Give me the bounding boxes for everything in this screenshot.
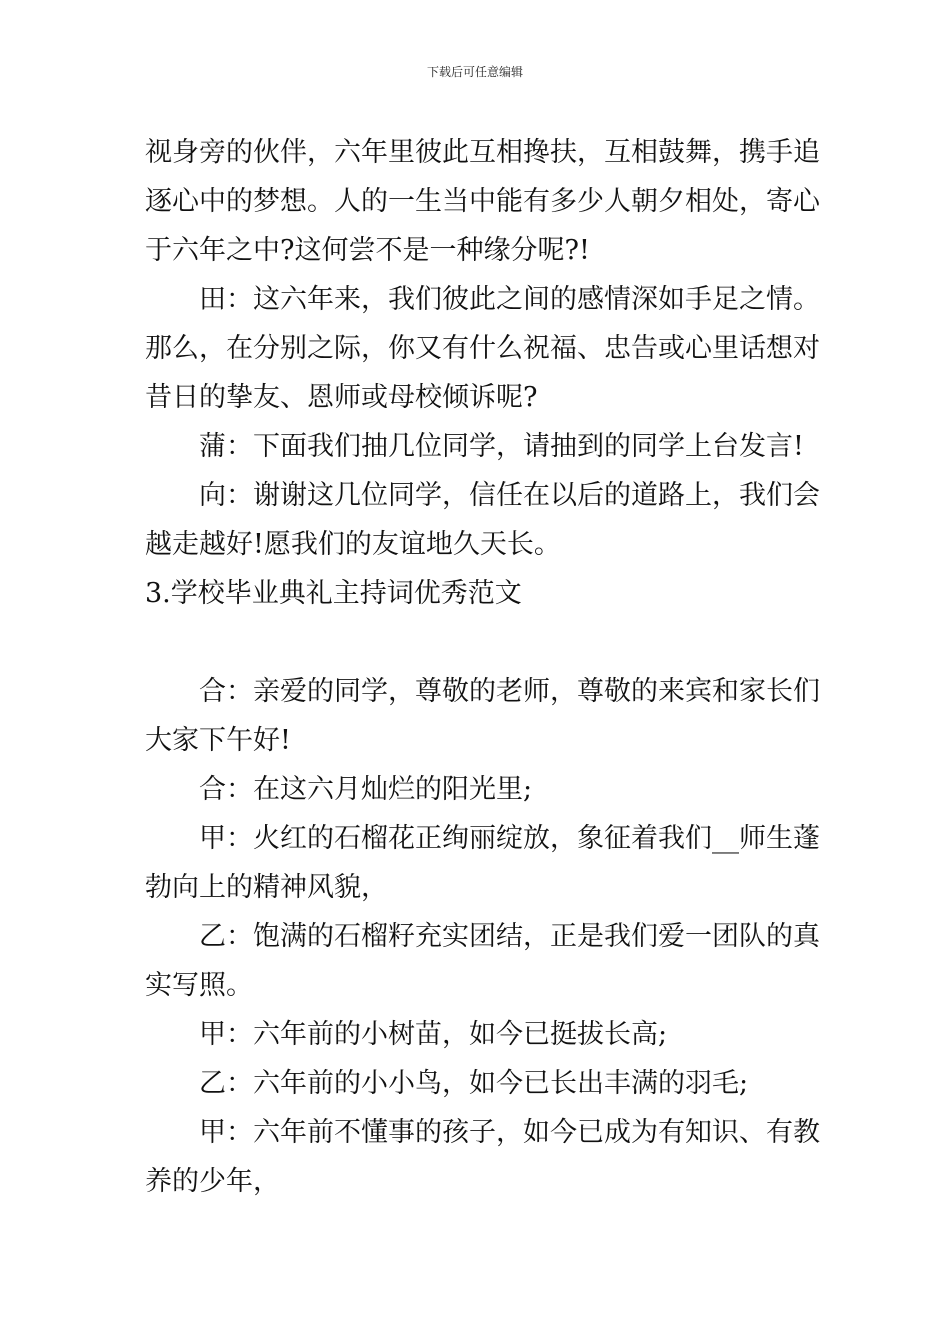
dialogue-line: 合：在这六月灿烂的阳光里; [199,774,533,805]
section-heading: 3.学校毕业典礼主持词优秀范文 [145,578,522,609]
dialogue-line: 田：这六年来，我们彼此之间的感情深如手足之情。 [199,284,820,315]
text-line: 养的少年， [145,1166,280,1197]
text-line: 视身旁的伙伴，六年里彼此互相搀扶，互相鼓舞，携手追 [145,137,820,168]
dialogue-line: 向：谢谢这几位同学，信任在以后的道路上，我们会 [199,480,820,511]
text-line: 越走越好!愿我们的友谊地久天长。 [145,529,561,560]
dialogue-line: 乙：六年前的小小鸟，如今已长出丰满的羽毛; [199,1068,749,1099]
text-line: 大家下午好! [145,725,291,756]
dialogue-line: 甲：火红的石榴花正绚丽绽放，象征着我们__师生蓬 [199,823,820,854]
text-line: 勃向上的精神风貌， [145,872,388,903]
blank-gap [145,618,810,667]
text-line: 逐心中的梦想。人的一生当中能有多少人朝夕相处，寄心 [145,186,820,217]
dialogue-line: 乙：饱满的石榴籽充实团结，正是我们爱一团队的真 [199,921,820,952]
text-line: 昔日的挚友、恩师或母校倾诉呢? [145,382,538,413]
document-body [145,128,820,1206]
dialogue-line: 合：亲爱的同学，尊敬的老师，尊敬的来宾和家长们 [199,676,820,707]
dialogue-line: 甲：六年前不懂事的孩子，如今已成为有知识、有教 [199,1117,820,1148]
text-line: 于六年之中?这何尝不是一种缘分呢?! [145,235,590,266]
dialogue-line: 甲：六年前的小树苗，如今已挺拔长高; [199,1019,668,1050]
text-line: 实写照。 [145,970,253,1001]
dialogue-line: 蒲：下面我们抽几位同学，请抽到的同学上台发言! [199,431,804,462]
page-header: 下载后可任意编辑 [426,65,523,79]
text-line: 那么，在分别之际，你又有什么祝福、忠告或心里话想对 [145,333,820,364]
